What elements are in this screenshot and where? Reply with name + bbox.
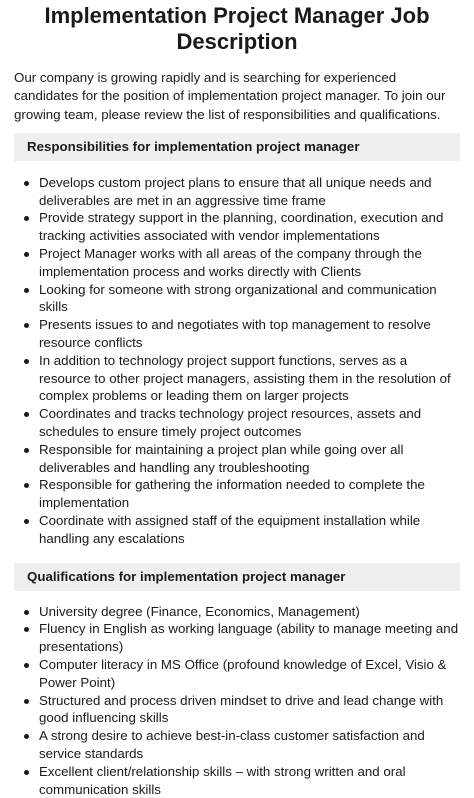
bullet-icon — [24, 734, 29, 739]
list-item — [14, 692, 460, 728]
bullet-icon — [24, 359, 29, 364]
list-item — [14, 763, 460, 798]
bullet-icon — [24, 448, 29, 453]
bullet-icon — [24, 288, 29, 293]
bullet-icon — [24, 610, 29, 615]
list-item — [14, 174, 460, 210]
bullet-icon — [24, 216, 29, 221]
list-item — [14, 476, 460, 512]
list-item — [14, 316, 460, 352]
list-item-text: Structured and process driven mindset to drive and lead change with good influencing skills — [39, 692, 444, 726]
list-item-text: A strong desire to achieve best-in-class customer satisfaction and service standards — [39, 728, 425, 761]
list-item — [14, 245, 460, 281]
responsibilities-list — [14, 174, 460, 548]
bullet-icon — [24, 699, 29, 704]
list-item-text: Presents issues to and negotiates with top management to resolve resource conflicts — [39, 317, 431, 351]
list-item — [14, 281, 460, 317]
page-title: Implementation Project Manager Job Description — [44, 3, 430, 54]
list-item-text: University degree (Finance, Economics, Management) — [39, 603, 360, 619]
list-item — [14, 405, 460, 441]
bullet-icon — [24, 483, 29, 488]
list-item — [14, 620, 460, 656]
list-item-text: Fluency in English as working language (ability to manage meeting and presentations) — [39, 621, 459, 655]
bullet-icon — [24, 770, 29, 775]
list-item-text: Excellent client/relationship skills – with strong written and oral communication skills — [39, 763, 406, 797]
bullet-icon — [24, 519, 29, 524]
list-item — [14, 656, 460, 692]
intro-paragraph: Our company is growing rapidly and is searching for experienced candidates for the position of implementation project manager. To join our growing team, please review the list of responsibilities and qualifications. — [14, 70, 446, 122]
qualifications-heading: Qualifications for implementation project manager — [14, 563, 460, 591]
list-item — [14, 441, 460, 477]
list-item — [14, 209, 460, 245]
list-item — [14, 727, 460, 763]
list-item-text: Coordinate with assigned staff of the equipment installation while handling any escalations — [39, 513, 421, 546]
list-item-text: Coordinates and tracks technology project resources, assets and schedules to ensure timely project outcomes — [39, 406, 422, 440]
list-item-text: Develops custom project plans to ensure that all unique needs and deliverables are met in an aggressive time frame — [39, 174, 432, 208]
qualifications-list — [14, 603, 460, 798]
bullet-icon — [24, 412, 29, 417]
bullet-icon — [24, 663, 29, 668]
list-item-text: Computer literacy in MS Office (profound knowledge of Excel, Visio & Power Point) — [39, 657, 447, 690]
bullet-icon — [24, 181, 29, 186]
list-item-text: Provide strategy support in the planning, coordination, execution and tracking activities associated with vendor implementations — [39, 210, 444, 244]
bullet-icon — [24, 323, 29, 328]
list-item-text: In addition to technology project support functions, serves as a resource to other project managers, assisting them in the resolution of complex problems or leading them on larger projects — [39, 352, 451, 404]
bullet-icon — [24, 252, 29, 257]
list-item — [14, 352, 460, 405]
list-item — [14, 603, 460, 621]
list-item-text: Looking for someone with strong organizational and communication skills — [39, 281, 437, 315]
list-item-text: Project Manager works with all areas of the company through the implementation process and works directly with Clients — [39, 246, 422, 279]
bullet-icon — [24, 627, 29, 632]
list-item-text: Responsible for gathering the information needed to complete the implementation — [39, 477, 425, 511]
list-item-text: Responsible for maintaining a project plan while going over all deliverables and handling any troubleshooting — [39, 441, 404, 475]
list-item — [14, 512, 460, 548]
responsibilities-heading: Responsibilities for implementation project manager — [14, 133, 460, 161]
